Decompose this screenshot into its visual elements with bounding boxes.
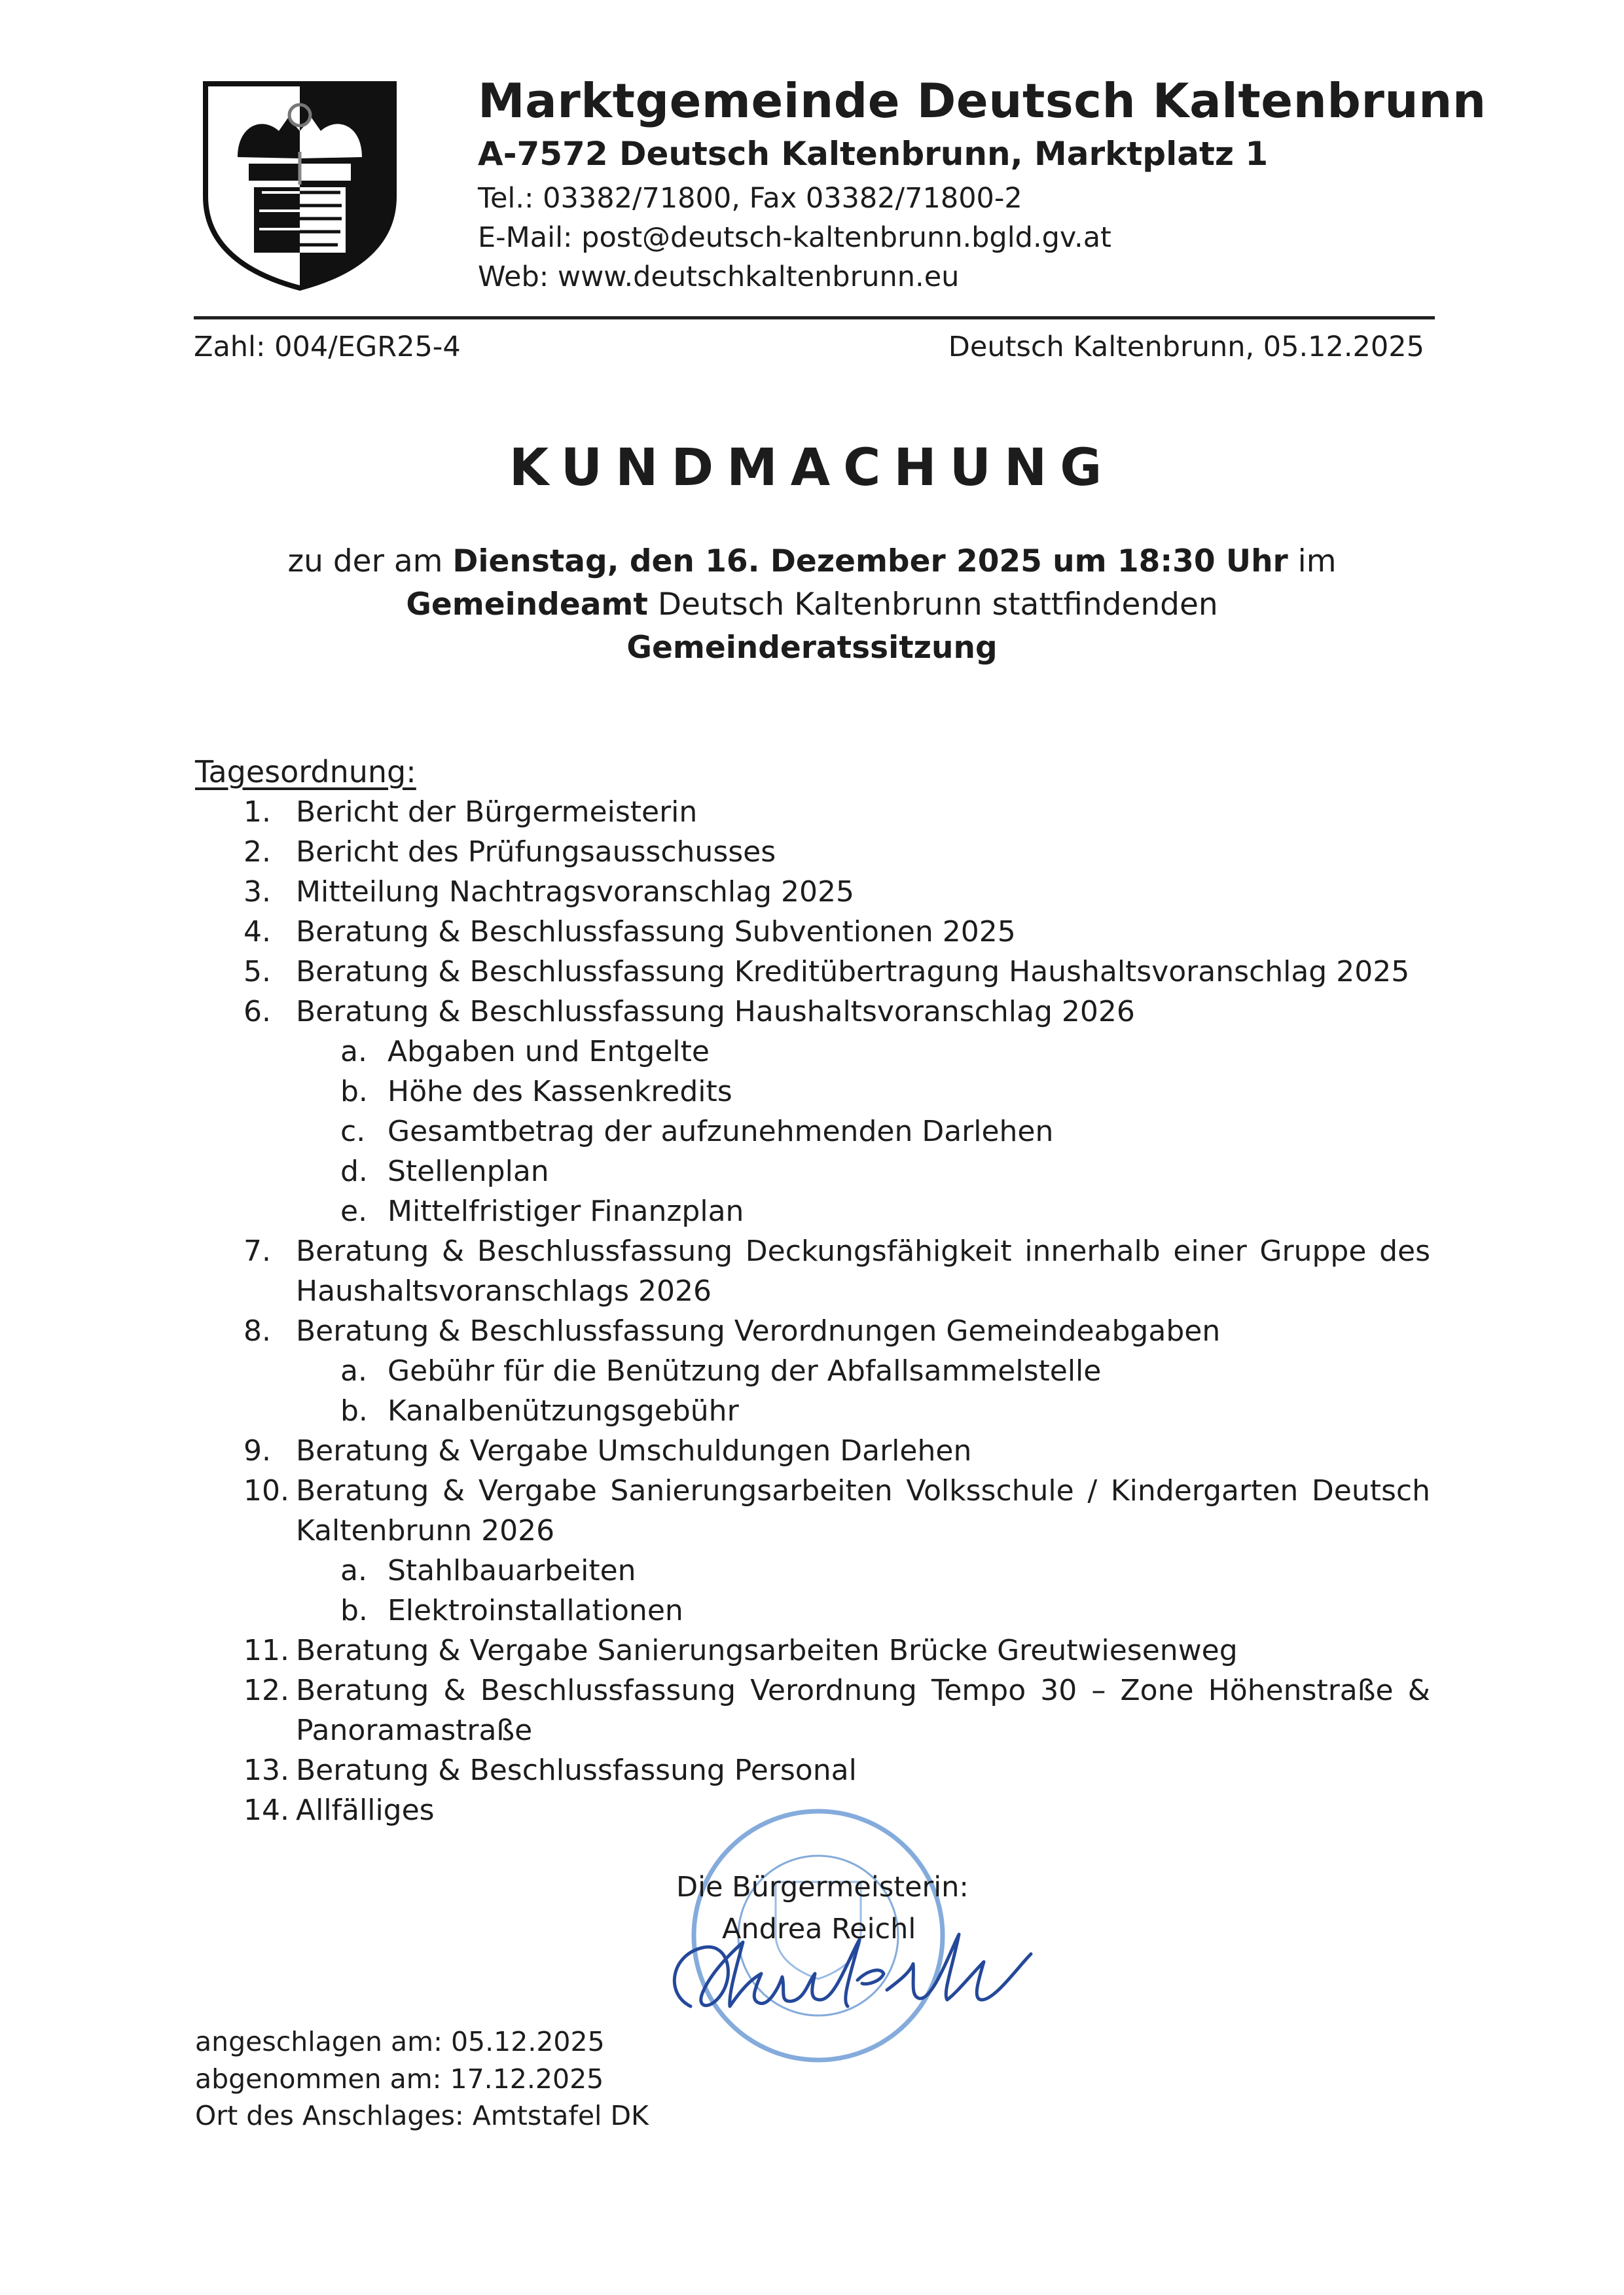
agenda-item-text: Allfälliges — [296, 1794, 435, 1827]
posted-date: angeschlagen am: 05.12.2025 — [195, 2026, 605, 2057]
document-title: KUNDMACHUNG — [509, 439, 1115, 497]
agenda-item — [244, 832, 1430, 872]
agenda-item — [244, 792, 1430, 832]
agenda-item — [244, 992, 1430, 1231]
agenda-item-text: Beratung & Beschlussfassung Verordnung Tempo 30 – Zone Höhenstraße & Panoramastraße — [296, 1674, 1430, 1747]
agenda-subitem — [340, 1111, 1430, 1151]
agenda-item-number: 5. — [244, 955, 271, 988]
intro-line-3: Gemeinderatssitzung — [626, 630, 998, 666]
agenda-subitem-letter: c. — [340, 1115, 366, 1148]
org-address: A-7572 Deutsch Kaltenbrunn, Marktplatz 1 — [478, 135, 1269, 173]
agenda-subitem — [340, 1191, 1430, 1231]
agenda-subitem-text: Elektroinstallationen — [388, 1594, 683, 1627]
agenda-item-text: Mitteilung Nachtragsvoranschlag 2025 — [296, 875, 854, 909]
agenda-item — [244, 872, 1430, 912]
agenda-item — [244, 1431, 1430, 1471]
handwritten-signature — [651, 1908, 1044, 2039]
agenda-item-text: Beratung & Beschlussfassung Haushaltsvoranschlag 2026 — [296, 995, 1135, 1028]
agenda-item — [244, 1231, 1430, 1311]
agenda-subitem — [340, 1151, 1430, 1191]
org-phone: Tel.: 03382/71800, Fax 03382/71800-2 — [478, 182, 1022, 215]
agenda-item — [244, 1671, 1430, 1750]
agenda-item-text: Bericht des Prüfungsausschusses — [296, 835, 776, 869]
agenda-subitem-letter: d. — [340, 1155, 368, 1188]
agenda-subitem-text: Stellenplan — [388, 1155, 549, 1188]
agenda-item — [244, 912, 1430, 952]
agenda-item — [244, 1471, 1430, 1631]
agenda-item-text: Beratung & Vergabe Sanierungsarbeiten Brücke Greutwiesenweg — [296, 1634, 1238, 1667]
signature-role: Die Bürgermeisterin: — [676, 1871, 969, 1904]
place-date: Deutsch Kaltenbrunn, 05.12.2025 — [948, 331, 1424, 363]
agenda-item-text: Bericht der Bürgermeisterin — [296, 795, 698, 829]
agenda-item-number: 6. — [244, 995, 271, 1028]
agenda-subitem-letter: e. — [340, 1195, 368, 1228]
agenda-subitem-letter: b. — [340, 1594, 368, 1627]
agenda-sublist — [244, 1551, 1430, 1631]
agenda-item — [244, 952, 1430, 992]
agenda-item-number: 1. — [244, 795, 271, 829]
agenda-item-text: Beratung & Vergabe Sanierungsarbeiten Volksschule / Kindergarten Deutsch Kaltenbrunn 2026 — [296, 1474, 1430, 1547]
agenda-subitem-letter: b. — [340, 1075, 368, 1108]
agenda-subitem — [340, 1551, 1430, 1591]
agenda-subitem — [340, 1072, 1430, 1111]
agenda-item-number: 10. — [244, 1474, 289, 1508]
agenda-subitem-text: Gebühr für die Benützung der Abfallsammelstelle — [388, 1354, 1102, 1388]
agenda-item-number: 4. — [244, 915, 271, 949]
org-email: E-Mail: post@deutsch-kaltenbrunn.bgld.gv.at — [478, 221, 1111, 254]
signature-name: Andrea Reichl — [722, 1913, 916, 1945]
agenda-item-text: Beratung & Vergabe Umschuldungen Darlehen — [296, 1434, 972, 1468]
agenda-item-text: Beratung & Beschlussfassung Personal — [296, 1754, 857, 1787]
agenda-subitem-text: Stahlbauarbeiten — [388, 1554, 636, 1587]
agenda-heading: Tagesordnung: — [195, 754, 416, 789]
agenda-subitem — [340, 1351, 1430, 1391]
agenda-subitem-letter: a. — [340, 1354, 367, 1388]
agenda-item-text: Beratung & Beschlussfassung Subventionen 2025 — [296, 915, 1016, 949]
header-divider — [194, 316, 1435, 319]
crest-icon — [202, 80, 398, 291]
org-web: Web: www.deutschkaltenbrunn.eu — [478, 261, 960, 293]
agenda-sublist — [244, 1032, 1430, 1231]
agenda-item-number: 3. — [244, 875, 271, 909]
agenda-list — [244, 792, 1430, 1830]
agenda-item-text: Beratung & Beschlussfassung Verordnungen Gemeindeabgaben — [296, 1314, 1221, 1348]
agenda-subitem-text: Gesamtbetrag der aufzunehmenden Darlehen — [388, 1115, 1054, 1148]
agenda-subitem-text: Kanalbenützungsgebühr — [388, 1394, 739, 1428]
agenda-item-number: 14. — [244, 1794, 289, 1827]
agenda-subitem-text: Abgaben und Entgelte — [388, 1035, 710, 1068]
agenda-subitem-letter: a. — [340, 1035, 367, 1068]
agenda-item-number: 8. — [244, 1314, 271, 1348]
removed-date: abgenommen am: 17.12.2025 — [195, 2063, 604, 2095]
agenda-subitem-letter: b. — [340, 1394, 368, 1428]
posting-location: Ort des Anschlages: Amtstafel DK — [195, 2100, 649, 2131]
agenda-item — [244, 1631, 1430, 1671]
agenda-subitem — [340, 1391, 1430, 1431]
reference-number: Zahl: 004/EGR25-4 — [194, 331, 461, 363]
agenda-subitem-text: Mittelfristiger Finanzplan — [388, 1195, 744, 1228]
agenda-item-number: 9. — [244, 1434, 271, 1468]
agenda-item-number: 2. — [244, 835, 271, 869]
agenda-item-text: Beratung & Beschlussfassung Kreditübertragung Haushaltsvoranschlag 2025 — [296, 955, 1410, 988]
agenda-subitem-text: Höhe des Kassenkredits — [388, 1075, 732, 1108]
agenda-sublist — [244, 1351, 1430, 1431]
agenda-subitem — [340, 1591, 1430, 1631]
agenda-subitem — [340, 1032, 1430, 1072]
intro-line-1: zu der am Dienstag, den 16. Dezember 2025 um 18:30 Uhr im — [287, 543, 1337, 579]
agenda-item-number: 11. — [244, 1634, 289, 1667]
org-name: Marktgemeinde Deutsch Kaltenbrunn — [478, 73, 1487, 128]
agenda-item-text: Beratung & Beschlussfassung Deckungsfähigkeit innerhalb einer Gruppe des Haushaltsvoranschlags 2026 — [296, 1235, 1430, 1308]
agenda-item — [244, 1750, 1430, 1790]
agenda-item — [244, 1311, 1430, 1431]
agenda-item-number: 7. — [244, 1235, 271, 1268]
agenda-item-number: 12. — [244, 1674, 289, 1707]
agenda-subitem-letter: a. — [340, 1554, 367, 1587]
intro-line-2: Gemeindeamt Deutsch Kaltenbrunn stattfindenden — [406, 587, 1218, 623]
agenda-item-number: 13. — [244, 1754, 289, 1787]
